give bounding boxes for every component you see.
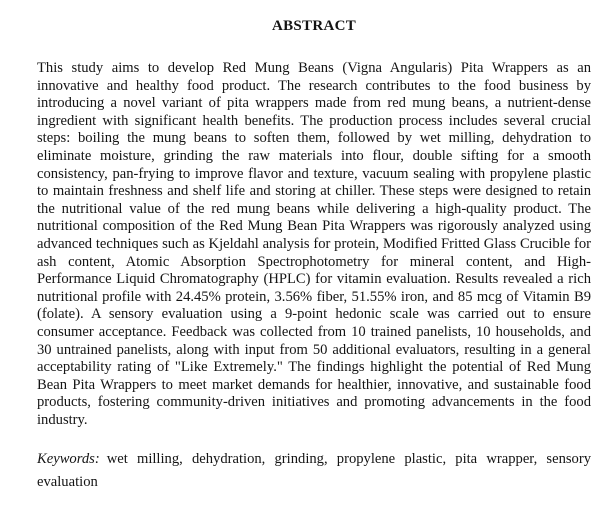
page-title: ABSTRACT <box>271 18 357 34</box>
keywords-label: Keywords: <box>37 451 100 468</box>
keywords-text: wet milling, dehydration, grinding, propylene plastic, pita wrapper, sensory evaluation <box>37 451 591 491</box>
keywords-paragraph <box>37 448 591 494</box>
abstract-paragraph: This study aims to develop Red Mung Beans (Vigna Angularis) Pita Wrappers as an innovative and healthy food product. The research contributes to the food business by introducing a novel variant of pita wrappers made from red mung beans, a nutrient-dense ingredient with significant health benefits. The production process includes several crucial steps: boiling the mung beans to soften them, followed by wet milling, dehydration to eliminate moisture, grinding the raw materials into flour, double sifting for a smooth consistency, pan-frying to improve flavor and texture, vacuum sealing with propylene plastic to maintain freshness and shelf life and storing at chiller. These steps were designed to retain the nutritional value of the red mung beans while delivering a high-quality product. The nutritional composition of the Red Mung Bean Pita Wrappers was rigorously analyzed using advanced techniques such as Kjeldahl analysis for protein, Modified Fritted Glass Crucible for ash content, Atomic Absorption Spectrophotometry for mineral content, and High-Performance Liquid Chromatography (HPLC) for vitamin evaluation. Results revealed a rich nutritional profile with 24.45% protein, 3.56% fiber, 51.55% iron, and 85 mcg of Vitamin B9 (folate). A sensory evaluation using a 9-point hedonic scale was carried out to ensure consumer acceptance. Feedback was collected from 10 trained panelists, 10 households, and 30 untrained panelists, along with input from 50 additional evaluators, resulting in a general acceptability rating of "Like Extremely." The findings highlight the potential of Red Mung Bean Pita Wrappers to meet market demands for healthier, innovative, and sustainable food products, fostering community-driven initiatives and promoting advancements in the food industry. <box>37 60 591 428</box>
